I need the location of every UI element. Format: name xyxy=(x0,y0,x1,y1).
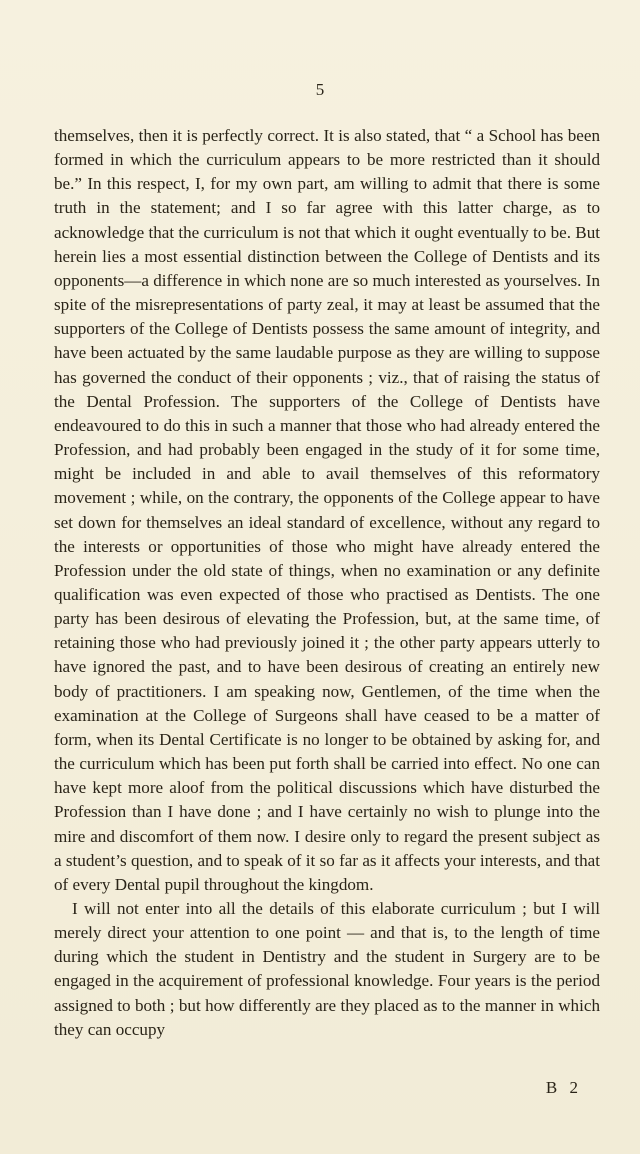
paragraph-1: themselves, then it is perfectly correct. It is also stated, that “ a School has been formed in which the curriculum appears to be more restricted than it should be.” In this respect, I, for my own part, am willing to admit that there is some truth in the statement; and I so far agree with this latter charge, as to acknowledge that the curriculum is not that which it ought eventually to be. But herein lies a most essential distinction between the College of Dentists and its opponents—a difference in which none are so much interested as yourselves. In spite of the misrepresentations of party zeal, it may at least be assumed that the supporters of the College of Dentists possess the same amount of integrity, and have been actuated by the same laudable purpose as they are willing to suppose has governed the conduct of their opponents ; viz., that of raising the status of the Dental Profession. The supporters of the College of Dentists have endeavoured to do this in such a manner that those who had already entered the Profession, and had probably been engaged in the study of it for some time, might be included in and able to avail themselves of this reformatory movement ; while, on the contrary, the opponents of the College appear to have set down for themselves an ideal standard of excellence, without any regard to the interests or opportunities of those who might have already entered the Profession under the old state of things, when no examination or any definite qualification was even expected of those who practised as Dentists. The one party has been desirous of elevating the Profession, but, at the same time, of retaining those who had previously joined it ; the other party appears utterly to have ignored the past, and to have been desirous of creating an entirely new body of practitioners. I am speaking now, Gentlemen, of the time when the examination at the College of Surgeons shall have ceased to be a matter of form, when its Dental Certificate is no longer to be obtained by asking for, and the curriculum which has been put forth shall be carried into effect. No one can have kept more aloof from the political discussions which have disturbed the Profession than I have done ; and I have certainly no wish to plunge into the mire and discomfort of them now. I desire only to regard the present subject as a student’s question, and to speak of it so far as it affects your interests, and that of every Dental pupil throughout the kingdom. xyxy=(54,126,600,894)
page-number: 5 xyxy=(315,80,325,99)
printer-signature: B 2 xyxy=(545,1078,582,1097)
paragraph-2: I will not enter into all the details of this elaborate curriculum ; but I will merely direct your attention to one point — and that is, to the length of time during which the student in Dentistry and the student in Surgery are to be engaged in the acquirement of professional knowledge. Four years is the period assigned to both ; but how differently are they placed as to the manner in which they can occupy xyxy=(54,899,600,1039)
body-text xyxy=(54,124,600,1042)
